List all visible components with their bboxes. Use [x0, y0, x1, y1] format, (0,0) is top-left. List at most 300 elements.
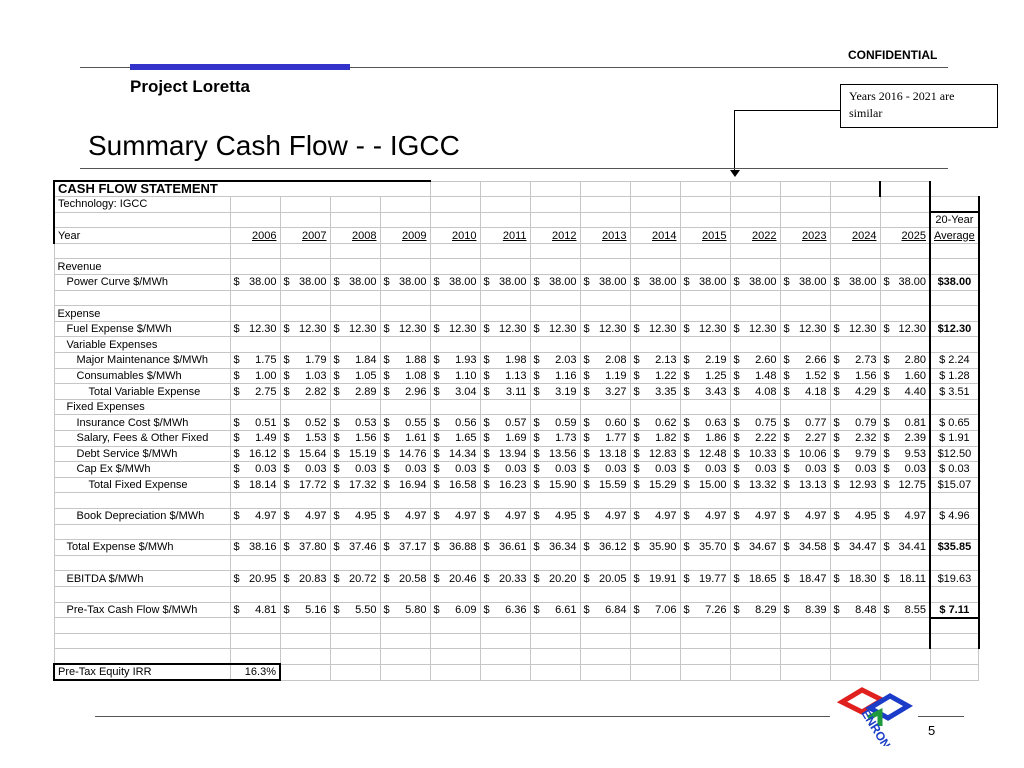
empty-cell — [730, 197, 780, 213]
cell-value: 19.91 — [648, 572, 677, 585]
label-cell — [54, 555, 230, 571]
year-value-cell — [780, 321, 830, 337]
year-value-cell — [680, 431, 730, 447]
currency-symbol: $ — [433, 416, 440, 429]
empty-cell — [580, 243, 630, 259]
empty-cell — [430, 212, 480, 228]
cell-value: 38.00 — [498, 276, 527, 289]
empty-cell — [430, 524, 480, 540]
currency-symbol: $ — [833, 323, 840, 336]
enron-e-logo-graphic — [832, 682, 916, 746]
cell-value: 1.03 — [305, 369, 327, 382]
empty-cell — [430, 555, 480, 571]
year-value-cell — [530, 415, 580, 431]
empty-cell — [530, 618, 580, 634]
average-cell — [930, 649, 979, 665]
cell-value: 4.29 — [855, 385, 877, 398]
currency-symbol: $ — [733, 385, 740, 398]
currency-symbol: $ — [883, 603, 890, 616]
cell-value: 0.03 — [255, 463, 277, 476]
empty-cell — [630, 197, 680, 213]
cell-value: 1.13 — [505, 369, 527, 382]
year-value-cell — [680, 571, 730, 587]
year-value-cell — [880, 275, 930, 291]
empty-cell — [730, 337, 780, 353]
empty-cell — [430, 197, 480, 213]
year-value-cell — [430, 446, 480, 462]
empty-cell — [580, 259, 630, 275]
empty-cell — [580, 649, 630, 665]
cell-value: 15.29 — [648, 479, 677, 492]
year-value-cell — [380, 384, 430, 400]
currency-symbol: $ — [633, 385, 640, 398]
empty-cell — [580, 618, 630, 634]
year-value-cell — [380, 540, 430, 556]
currency-symbol: $ — [533, 416, 540, 429]
average-cell — [930, 197, 979, 213]
currency-symbol: $ — [633, 323, 640, 336]
empty-cell — [830, 555, 880, 571]
empty-cell — [480, 524, 530, 540]
empty-cell — [230, 212, 280, 228]
empty-cell — [530, 197, 580, 213]
cell-value: 2.13 — [655, 354, 677, 367]
empty-cell — [780, 290, 830, 306]
year-value-cell — [580, 571, 630, 587]
empty-cell — [480, 618, 530, 634]
cell-value: 0.55 — [405, 416, 427, 429]
year-value-cell — [230, 508, 280, 524]
average-cell: $12.50 — [930, 446, 979, 462]
cell-value: 6.36 — [505, 603, 527, 616]
average-cell: 20-Year — [930, 212, 979, 228]
currency-symbol: $ — [733, 603, 740, 616]
year-value-cell — [580, 353, 630, 369]
currency-symbol: $ — [283, 603, 290, 616]
currency-symbol: $ — [583, 510, 590, 523]
empty-cell — [680, 493, 730, 509]
empty-cell — [780, 524, 830, 540]
cell-value: 0.51 — [255, 416, 277, 429]
year-value-cell — [530, 462, 580, 478]
cell-value: 0.59 — [555, 416, 577, 429]
enron-logo — [832, 682, 916, 751]
empty-cell — [330, 306, 380, 322]
cell-value: 1.56 — [355, 432, 377, 445]
empty-cell — [330, 555, 380, 571]
empty-cell — [480, 586, 530, 602]
empty-cell — [280, 586, 330, 602]
table-heading: CASH FLOW STATEMENT — [54, 181, 430, 197]
empty-cell — [580, 555, 630, 571]
empty-cell — [930, 664, 979, 680]
year-value-cell — [780, 508, 830, 524]
cell-value: 2.39 — [904, 432, 926, 445]
year-value-cell — [230, 368, 280, 384]
currency-symbol: $ — [433, 323, 440, 336]
cell-value: 1.79 — [305, 354, 327, 367]
currency-symbol: $ — [583, 323, 590, 336]
technology-label: Technology: IGCC — [54, 197, 230, 213]
year-value-cell — [880, 446, 930, 462]
cell-value: 0.03 — [355, 463, 377, 476]
footer-rule-left — [95, 716, 830, 717]
currency-symbol: $ — [433, 385, 440, 398]
empty-cell — [780, 259, 830, 275]
year-value-cell — [330, 602, 380, 618]
empty-cell — [430, 306, 480, 322]
cell-value: 20.72 — [348, 572, 377, 585]
variable-expenses-row — [54, 337, 979, 353]
year-value-cell — [580, 321, 630, 337]
currency-symbol: $ — [433, 603, 440, 616]
year-value-cell — [480, 571, 530, 587]
label-cell — [54, 243, 230, 259]
currency-symbol: $ — [333, 479, 340, 492]
currency-symbol: $ — [783, 416, 790, 429]
currency-symbol: $ — [783, 603, 790, 616]
currency-symbol: $ — [683, 603, 690, 616]
empty-cell — [880, 524, 930, 540]
footer-rule-right — [918, 716, 964, 717]
empty-cell — [630, 633, 680, 649]
empty-cell — [430, 259, 480, 275]
currency-symbol: $ — [733, 510, 740, 523]
currency-symbol: $ — [333, 541, 340, 554]
empty-cell — [430, 290, 480, 306]
cell-value: 12.83 — [648, 447, 677, 460]
year-value-cell — [830, 540, 880, 556]
cell-value: 0.03 — [805, 463, 827, 476]
cell-value: 15.90 — [548, 479, 577, 492]
empty-cell — [730, 306, 780, 322]
cell-value: 1.52 — [805, 369, 827, 382]
irr-label: Pre-Tax Equity IRR — [54, 664, 230, 680]
empty-cell — [730, 290, 780, 306]
currency-symbol: $ — [683, 385, 690, 398]
currency-symbol: $ — [883, 541, 890, 554]
currency-symbol: $ — [483, 432, 490, 445]
spacer-row — [54, 618, 979, 634]
year-value-cell — [580, 540, 630, 556]
empty-cell — [280, 664, 330, 680]
currency-symbol: $ — [783, 385, 790, 398]
empty-cell — [530, 399, 580, 415]
empty-cell — [680, 290, 730, 306]
year-value-cell — [680, 446, 730, 462]
cell-value: 12.30 — [748, 323, 777, 336]
currency-symbol: $ — [483, 603, 490, 616]
year-value-cell — [780, 571, 830, 587]
currency-symbol: $ — [883, 323, 890, 336]
empty-cell — [480, 290, 530, 306]
cell-value: 2.03 — [555, 354, 577, 367]
empty-cell — [480, 337, 530, 353]
year-value-cell — [780, 368, 830, 384]
cell-value: 2.75 — [255, 385, 277, 398]
year-value-cell — [730, 368, 780, 384]
table-avg-header-row — [54, 212, 979, 228]
empty-cell — [780, 212, 830, 228]
currency-symbol: $ — [633, 447, 640, 460]
cell-value: 1.08 — [405, 369, 427, 382]
cell-value: 5.80 — [405, 603, 427, 616]
cell-value: 1.22 — [655, 369, 677, 382]
empty-cell — [380, 290, 430, 306]
average-cell: $ 0.65 — [930, 415, 979, 431]
empty-cell — [780, 493, 830, 509]
currency-symbol: $ — [433, 354, 440, 367]
currency-symbol: $ — [583, 463, 590, 476]
cell-value: 3.43 — [705, 385, 727, 398]
year-value-cell — [680, 477, 730, 493]
currency-symbol: $ — [583, 541, 590, 554]
empty-cell — [230, 243, 280, 259]
year-value-cell — [480, 462, 530, 478]
average-cell: $ 0.03 — [930, 462, 979, 478]
year-value-cell — [780, 275, 830, 291]
year-value-cell — [630, 415, 680, 431]
cell-value: 19.77 — [698, 572, 727, 585]
empty-cell — [230, 633, 280, 649]
year-value-cell — [430, 368, 480, 384]
year-value-cell — [880, 368, 930, 384]
empty-cell — [230, 524, 280, 540]
year-value-cell — [630, 321, 680, 337]
currency-symbol: $ — [833, 541, 840, 554]
currency-symbol: $ — [633, 603, 640, 616]
cell-value: 1.16 — [555, 369, 577, 382]
year-value-cell — [830, 508, 880, 524]
year-value-cell — [730, 275, 780, 291]
year-value-cell — [380, 571, 430, 587]
year-value-cell — [280, 415, 330, 431]
empty-cell — [830, 633, 880, 649]
currency-symbol: $ — [483, 572, 490, 585]
year-value-cell — [330, 540, 380, 556]
empty-cell — [830, 524, 880, 540]
year-value-cell — [330, 508, 380, 524]
cell-value: 38.00 — [898, 276, 926, 289]
currency-symbol: $ — [233, 354, 240, 367]
year-value-cell — [780, 540, 830, 556]
empty-cell — [780, 243, 830, 259]
currency-symbol: $ — [383, 572, 390, 585]
currency-symbol: $ — [883, 385, 890, 398]
cell-value: 20.05 — [598, 572, 627, 585]
empty-cell — [480, 649, 530, 665]
currency-symbol: $ — [533, 447, 540, 460]
year-value-cell — [230, 415, 280, 431]
year-value-cell — [480, 368, 530, 384]
cell-value: 0.53 — [355, 416, 377, 429]
cell-value: 5.16 — [305, 603, 327, 616]
year-value-cell — [580, 446, 630, 462]
currency-symbol: $ — [533, 479, 540, 492]
cell-value: 38.00 — [598, 276, 627, 289]
year-value-cell — [280, 431, 330, 447]
cell-value: 0.03 — [655, 463, 677, 476]
year-value-cell — [430, 415, 480, 431]
currency-symbol: $ — [433, 432, 440, 445]
table-row-pretax-cash-flow — [54, 602, 979, 618]
currency-symbol: $ — [283, 369, 290, 382]
cell-value: 13.13 — [798, 479, 827, 492]
cell-value: 4.40 — [904, 385, 926, 398]
empty-cell — [680, 306, 730, 322]
year-value-cell — [880, 321, 930, 337]
cell-value: 1.19 — [605, 369, 627, 382]
year-value-cell — [880, 353, 930, 369]
currency-symbol: $ — [383, 541, 390, 554]
year-value-cell — [380, 462, 430, 478]
table-row-debt-service — [54, 446, 979, 462]
cell-value: 2.82 — [305, 385, 327, 398]
empty-cell — [730, 399, 780, 415]
currency-symbol: $ — [733, 276, 740, 289]
year-value-cell — [680, 602, 730, 618]
currency-symbol: $ — [333, 276, 340, 289]
average-cell — [930, 633, 979, 649]
empty-cell — [880, 555, 930, 571]
year-value-cell — [380, 368, 430, 384]
cell-value: 15.19 — [348, 447, 377, 460]
empty-cell — [430, 399, 480, 415]
currency-symbol: $ — [483, 510, 490, 523]
year-value-cell — [280, 508, 330, 524]
year-value-cell — [480, 415, 530, 431]
empty-cell — [230, 493, 280, 509]
empty-cell — [580, 212, 630, 228]
empty-cell — [430, 181, 480, 197]
cell-value: 15.64 — [298, 447, 327, 460]
year-value-cell — [880, 540, 930, 556]
row-label: Expense — [54, 306, 230, 322]
year-value-cell — [680, 321, 730, 337]
empty-cell — [530, 337, 580, 353]
currency-symbol: $ — [283, 510, 290, 523]
empty-cell — [580, 337, 630, 353]
empty-cell — [580, 399, 630, 415]
currency-symbol: $ — [783, 541, 790, 554]
currency-symbol: $ — [533, 323, 540, 336]
cell-value: 4.97 — [605, 510, 627, 523]
empty-cell — [380, 243, 430, 259]
cell-value: 1.88 — [405, 354, 427, 367]
year-value-cell — [380, 275, 430, 291]
cell-value: 4.97 — [904, 510, 926, 523]
currency-symbol: $ — [233, 432, 240, 445]
empty-cell — [430, 618, 480, 634]
currency-symbol: $ — [483, 479, 490, 492]
year-value-cell — [830, 571, 880, 587]
year-value-cell — [830, 368, 880, 384]
currency-symbol: $ — [583, 572, 590, 585]
currency-symbol: $ — [333, 385, 340, 398]
cell-value: 1.84 — [355, 354, 377, 367]
label-cell — [54, 618, 230, 634]
cell-value: 0.81 — [904, 416, 926, 429]
currency-symbol: $ — [533, 541, 540, 554]
cell-value: 18.11 — [899, 572, 926, 585]
year-value-cell — [280, 477, 330, 493]
year-value-cell — [730, 321, 780, 337]
year-value-cell — [280, 384, 330, 400]
row-label: Revenue — [54, 259, 230, 275]
pre-irr-spacer-row — [54, 649, 979, 665]
currency-symbol: $ — [883, 369, 890, 382]
empty-cell — [380, 524, 430, 540]
average-cell: $38.00 — [930, 275, 979, 291]
average-cell: $ 4.96 — [930, 508, 979, 524]
currency-symbol: $ — [633, 276, 640, 289]
currency-symbol: $ — [483, 323, 490, 336]
cell-value: 15.59 — [598, 479, 627, 492]
year-value-cell — [830, 446, 880, 462]
empty-cell — [330, 664, 380, 680]
year-value-cell — [230, 477, 280, 493]
empty-cell — [580, 664, 630, 680]
table-row-total-expense — [54, 540, 979, 556]
empty-cell — [630, 524, 680, 540]
average-cell — [930, 290, 979, 306]
currency-symbol: $ — [533, 572, 540, 585]
cell-value: 0.62 — [655, 416, 677, 429]
year-value-cell — [230, 321, 280, 337]
cell-value: 12.30 — [498, 323, 527, 336]
label-cell — [54, 586, 230, 602]
year-header: 2022 — [730, 228, 780, 244]
year-value-cell — [580, 368, 630, 384]
empty-cell — [330, 524, 380, 540]
currency-symbol: $ — [233, 463, 240, 476]
currency-symbol: $ — [833, 416, 840, 429]
year-header: 2014 — [630, 228, 680, 244]
cell-value: 18.65 — [748, 572, 777, 585]
currency-symbol: $ — [433, 369, 440, 382]
cell-value: 1.53 — [305, 432, 327, 445]
cell-value: 4.97 — [305, 510, 327, 523]
empty-cell — [380, 664, 430, 680]
empty-cell — [280, 493, 330, 509]
year-value-cell — [880, 508, 930, 524]
year-value-cell — [680, 508, 730, 524]
year-value-cell — [580, 477, 630, 493]
spacer-row — [54, 290, 979, 306]
year-value-cell — [730, 571, 780, 587]
year-value-cell — [530, 508, 580, 524]
year-value-cell — [530, 540, 580, 556]
currency-symbol: $ — [733, 416, 740, 429]
year-value-cell — [380, 415, 430, 431]
empty-cell — [480, 493, 530, 509]
empty-cell — [780, 399, 830, 415]
cell-value: 6.84 — [605, 603, 627, 616]
empty-cell — [380, 337, 430, 353]
cell-value: 4.97 — [805, 510, 827, 523]
empty-cell — [530, 555, 580, 571]
cell-value: 12.30 — [448, 323, 477, 336]
empty-cell — [580, 306, 630, 322]
empty-cell — [480, 181, 530, 197]
cell-value: 38.00 — [348, 276, 377, 289]
year-value-cell — [630, 602, 680, 618]
empty-cell — [280, 633, 330, 649]
currency-symbol: $ — [333, 323, 340, 336]
empty-cell — [330, 399, 380, 415]
year-value-cell — [530, 353, 580, 369]
currency-symbol: $ — [883, 354, 890, 367]
